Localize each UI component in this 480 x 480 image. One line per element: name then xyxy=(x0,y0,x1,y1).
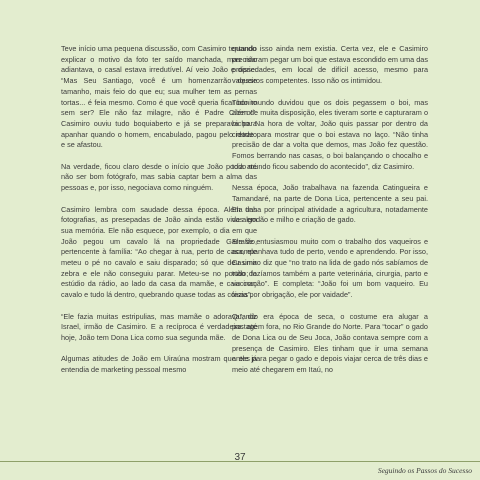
right-text-column xyxy=(232,44,428,386)
paragraph: “Ele fazia muitas estripulias, mas mamãe o adorava”, diz Israel, irmão de Casimiro. E a recíproca é verdadeira: até hoje, João tem Dona Lica como sua segunda mãe. xyxy=(61,311,257,342)
paragraph: quando isso ainda nem existia. Certa vez, ele e Casimiro precisaram pegar um boi que estava escondido em uma das propriedades, em local de difícil acesso, mesmo para vaqueiros competentes. Isso não os intimidou. xyxy=(232,44,428,86)
left-text-column xyxy=(61,44,257,386)
running-title: Seguindo os Passos do Sucesso xyxy=(377,466,472,475)
paragraph: Ele se entusiasmou muito com o trabalho dos vaqueiros e acompanhava tudo de perto, vendo e aprendendo. Por isso, Casimiro diz que “no trato na lida de gado nós sabíamos de tudo; fazíamos também a parte veterinária, cirurgia, parto e vacinação”. E completa: “João foi um bom vaqueiro. Eu fazia por obrigação, ele por vaidade”. xyxy=(232,236,428,300)
paragraph: Na verdade, ficou claro desde o início que João podia até não ser bom fotógrafo, mas sabia captar bem a alma das pessoas e, por isso, negociava como ninguém. xyxy=(61,161,257,193)
paragraph: Teve início uma pequena discussão, com Casimiro tentando explicar o motivo da foto ter saído manchada, mas não adiantava, o casal estava irredutível. Aí veio João e disse: “Mas Seu Santiago, você é um homenzarrão desse tamanho, mais feio do que eu; sua mulher tem as pernas tortas... é feia mesmo. Como é que você queria ficar bonito sem ser? Ele não faz milagre, não é Padre Cícero!”. Casimiro ouviu tudo boquiaberto e já se preparava para apanhar quando o homem, encabulado, pagou pelo retrato e se afastou. xyxy=(61,44,257,150)
paragraph: Nessa época, João trabalhava na fazenda Catingueira e Tamandaré, na parte de Dona Lica, pertencente a seu pai. Ela tinha por principal atividade a agricultura, notadamente de algodão e milho e criação de gado. xyxy=(232,183,428,225)
paragraph: Todo mundo duvidou que os dois pegassem o boi, mas além de muita disposição, eles tiveram sorte e capturaram o bicho. Na hora de voltar, João quis passar por dentro da cidade para mostrar que o boi estava no laço. “Não tinha precisão de dar a volta que demos, mas João fez questão. Fomos berrando nas casas, o boi balançando o chocalho e todo mundo ficou sabendo do acontecido”, diz Casimiro. xyxy=(232,97,428,171)
paragraph: Casimiro lembra com saudade dessa época. Além das fotografias, as presepadas de João ainda estão vivas em sua memória. Ele não esquece, por exemplo, o dia em que João pegou um cavalo lá na propriedade Garrafão, pertencente à família: “Ao chegar à rua, perto de casa, ele meteu o pé no cavalo e saiu disparado; só que deu uma zebra e ele não conseguiu parar. Meteu-se no portão do estúdio da rádio, ao lado da casa da mamãe, e caiu com cavalo e tudo lá dentro, quebrando quase todas as coisas”. xyxy=(61,204,257,300)
paragraph: Algumas atitudes de João em Uiraúna mostram que ele já entendia de marketing pessoal mesmo xyxy=(61,354,257,375)
paragraph: Quando era época de seca, o costume era alugar a pastagem fora, no Rio Grande do Norte. Para “tocar” o gado de Dona Lica ou de Seu Joca, João contava sempre com a presença de Casimiro. Eles tinham que ir uma semana antes para pegar o gado e depois viajar cerca de três dias e meio até chegarem em Itaú, no xyxy=(232,311,428,375)
page-number: 37 xyxy=(234,452,246,463)
